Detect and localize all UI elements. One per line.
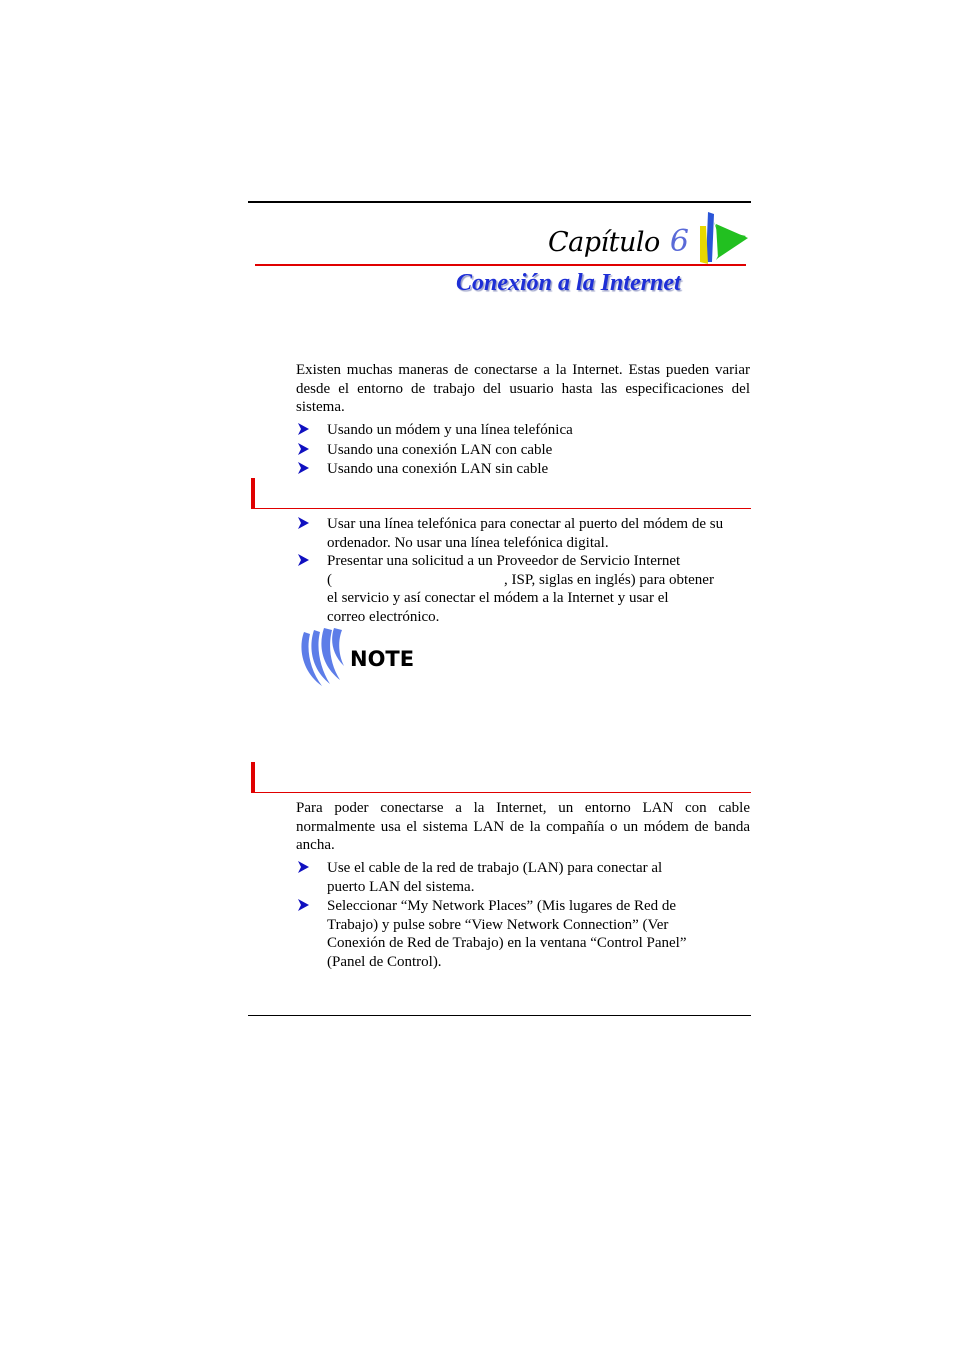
- step-line: correo electrónico.: [327, 608, 440, 625]
- section-marker-bar: [251, 762, 255, 792]
- intro-paragraph: Existen muchas maneras de conectarse a la Internet. Estas pueden variar desde el entorno de trabajo del usuario hasta las especificaciones del sistema.: [296, 362, 750, 415]
- step-text: [327, 897, 752, 971]
- method-text: Usando una conexión LAN sin cable: [327, 461, 549, 477]
- step-line: Use el cable de la red de trabajo (LAN) para conectar al: [327, 860, 663, 876]
- footer-rule: [248, 1015, 751, 1016]
- arrow-bullet-icon: [296, 422, 310, 436]
- step-line: el servicio y así conectar el módem a la Internet y usar el: [327, 590, 669, 607]
- chapter-logo-icon: [694, 212, 750, 266]
- step-text: [327, 552, 752, 626]
- section-divider: [251, 508, 751, 509]
- step-line: (Panel de Control).: [327, 953, 442, 970]
- step-text: [327, 859, 752, 896]
- lan-paragraph: Para poder conectarse a la Internet, un entorno LAN con cable normalmente usa el sistema LAN de la compañía o un módem de banda ancha.: [296, 800, 750, 853]
- chapter-number: 6: [669, 224, 689, 259]
- step-line: puerto LAN del sistema.: [327, 878, 475, 895]
- chapter-title: Conexión a la Internet: [456, 270, 681, 296]
- step-text: Usar una línea telefónica para conectar al puerto del módem de su ordenador. No usar una línea telefónica digital.: [327, 516, 724, 551]
- arrow-bullet-icon: [296, 898, 310, 912]
- note-icon: [296, 626, 348, 688]
- arrow-bullet-icon: [296, 516, 310, 530]
- arrow-bullet-icon: [296, 442, 310, 456]
- step-line: Conexión de Red de Trabajo) en la ventana “Control Panel”: [327, 935, 687, 952]
- chapter-label: Capítulo: [548, 227, 660, 258]
- section-divider: [251, 792, 751, 793]
- arrow-bullet-icon: [296, 461, 310, 475]
- section-marker-bar: [251, 478, 255, 508]
- step-line: (: [327, 571, 332, 588]
- step-line: , ISP, siglas en inglés) para obtener: [504, 571, 714, 588]
- method-text: Usando una conexión LAN con cable: [327, 442, 553, 458]
- arrow-bullet-icon: [296, 860, 310, 874]
- step-line: Trabajo) y pulse sobre “View Network Connection” (Ver: [327, 916, 669, 933]
- chapter-red-rule: [255, 264, 746, 266]
- note-label: NOTE: [350, 647, 415, 671]
- step-line: Seleccionar “My Network Places” (Mis lugares de Red de: [327, 898, 677, 914]
- method-text: Usando un módem y una línea telefónica: [327, 422, 573, 438]
- header-rule: [248, 201, 751, 203]
- chapter-heading: [548, 224, 688, 259]
- step-line: Presentar una solicitud a un Proveedor de Servicio Internet: [327, 553, 681, 569]
- arrow-bullet-icon: [296, 553, 310, 567]
